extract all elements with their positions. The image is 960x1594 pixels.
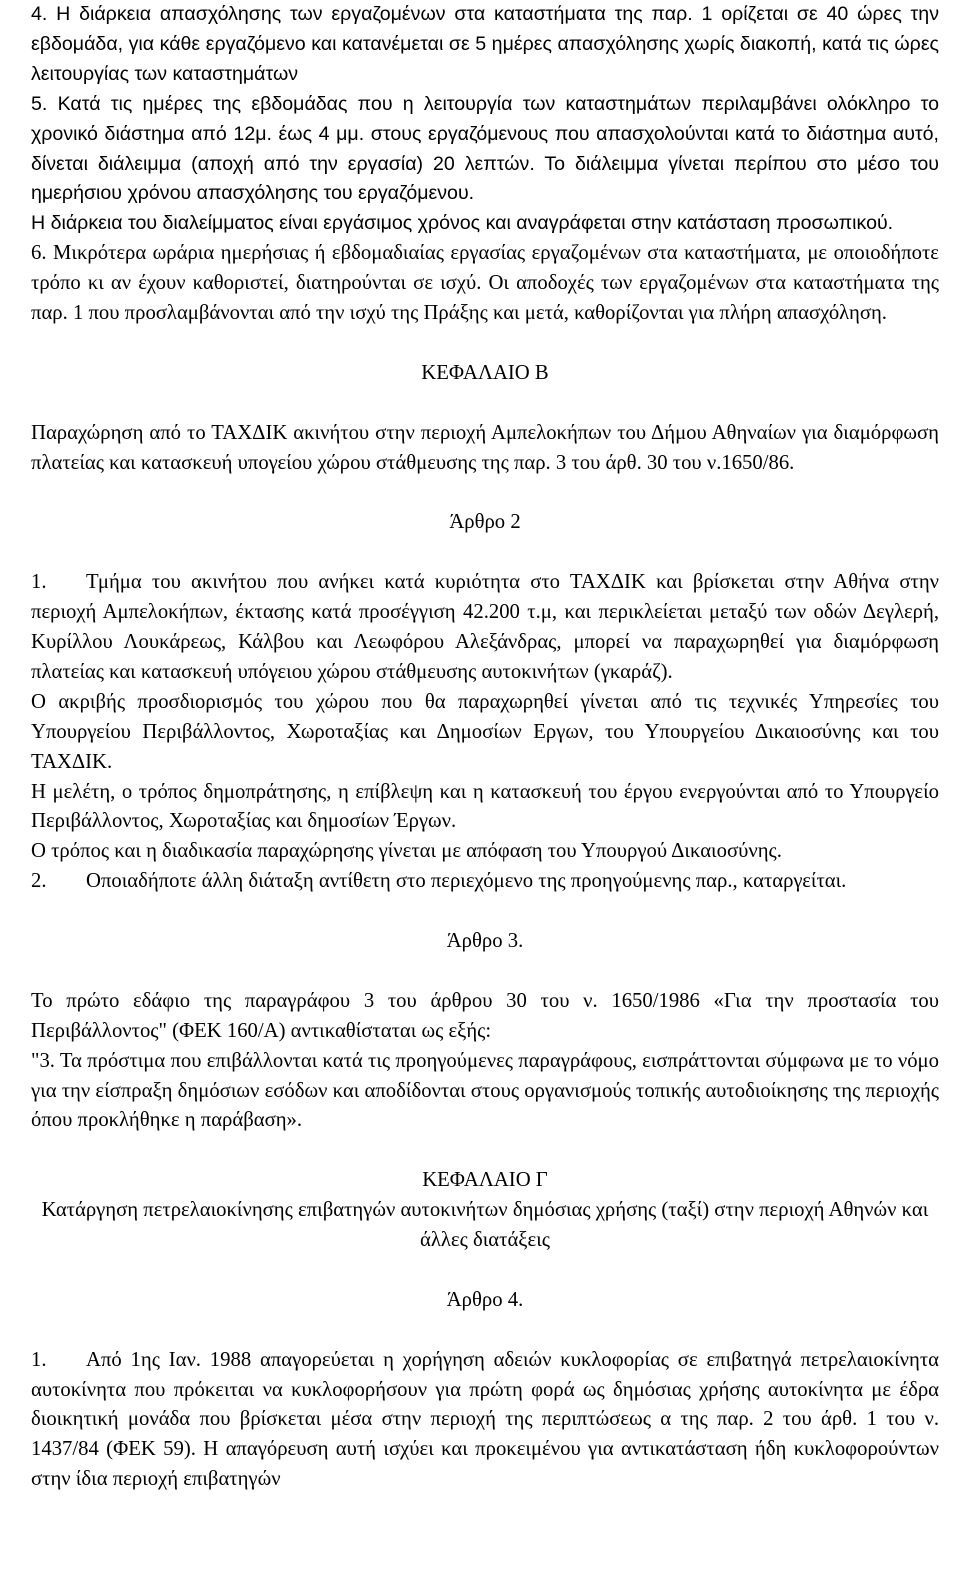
article-2-paragraph-1-text: Τμήμα του ακινήτου που ανήκει κατά κυριότητα στο ΤΑΧΔΙΚ και βρίσκεται στην Αθήνα στην περιοχή Αμπελοκήπων, έκτασης κατά προσέγγιση 42.200 τ.μ, και περικλείεται μεταξύ των οδών Δεγλερή, Κυρίλλου Λουκάρεως, Κάλβου και Λεωφόρου Αλεξάνδρας, μπορεί να παραχωρηθεί για διαμόρφωση πλατείας και κατασκευή υπόγειου χώρου στάθμευσης αυτοκινήτων (γκαράζ). [31,571,939,683]
article-4-paragraph-1-text: Από 1ης Ιαν. 1988 απαγορεύεται η χορήγηση αδειών κυκλοφορίας σε επιβατηγά πετρελαιοκίνητα αυτοκίνητα που πρόκειται να κυκλοφορήσουν για πρώτη φορά ως δημόσιας χρήσης αυτοκίνητα με έδρα διοικητική μονάδα που βρίσκεται μέσα στην περιοχή της περιπτώσεως α της παρ. 2 του άρθ. 1 του ν. 1437/84 (ΦΕΚ 59). Η απαγόρευση αυτή ισχύει και προκειμένου για αντικατάσταση ήδη κυκλοφορούντων στην ίδια περιοχή επιβατηγών [31,1348,939,1491]
paragraph-4: 4. Η διάρκεια απασχόλησης των εργαζομένων στα καταστήματα της παρ. 1 ορίζεται σε 40 ώρες την εβδομάδα, για κάθε εργαζόμενο και κατανέμεται σε 5 ημέρες απασχόλησης χωρίς διακοπή, κατά τις ώρες λειτουργίας των καταστημάτων [31,3,939,85]
article-4-heading: Άρθρο 4. [446,1288,524,1311]
article-3-paragraph-1: Το πρώτο εδάφιο της παραγράφου 3 του άρθρου 30 του ν. 1650/1986 «Για την προστασία του Περιβάλλοντος" (ΦΕΚ 160/Α) αντικαθίσταται ως εξής: [31,989,939,1042]
article-3-paragraph-2: "3. Τα πρόστιμα που επιβάλλονται κατά τις προηγούμενες παραγράφους, εισπράττονται σύμφωνα με το νόμο για την είσπραξη δημόσιων εσόδων και αποδίδονται στους οργανισμούς τοπικής αυτοδιοίκησης της περιοχής όπου προκλήθηκε η παράβαση». [31,1049,939,1132]
spacer [31,389,939,419]
article-2-paragraph-5-text: Οποιαδήποτε άλλη διάταξη αντίθετη στο περιεχόμενο της προηγούμενης παρ., καταργείται. [86,870,847,893]
article-2-paragraph-4: Ο τρόπος και η διαδικασία παραχώρησης γίνεται με απόφαση του Υπουργού Δικαιοσύνης. [31,840,782,863]
chapter-c-heading: ΚΕΦΑΛΑΙΟ Γ [422,1169,548,1192]
paragraph-number: 1. [31,571,47,594]
paragraph-number: 2. [31,870,47,893]
chapter-b-heading: ΚΕΦΑΛΑΙΟ Β [421,361,549,384]
spacer [31,329,939,359]
paragraph-break-duration: Η διάρκεια του διαλείμματος είναι εργάσιμος χρόνος και αναγράφεται στην κατάσταση προσωπικού. [31,212,894,235]
spacer [31,1256,939,1286]
chapter-b-title: Παραχώρηση από το ΤΑΧΔΙΚ ακινήτου στην περιοχή Αμπελοκήπων του Δήμου Αθηναίων για διαμόρφωση πλατείας και κατασκευή υπογείου χώρου στάθμευσης της παρ. 3 του άρθ. 30 του ν.1650/86. [31,421,939,474]
document-page [31,0,939,1495]
article-2-paragraph-2: Ο ακριβής προσδιορισμός του χώρου που θα παραχωρηθεί γίνεται από τις τεχνικές Υπηρεσίες του Υπουργείου Περιβάλλοντος, Χωροταξίας και Δημοσίων Εργων, του Υπουργείου Δικαιοσύνης και του ΤΑΧΔΙΚ. [31,690,939,773]
article-4-paragraph-1 [31,1346,939,1496]
article-2-paragraph-3: Η μελέτη, ο τρόπος δημοπράτησης, η επίβλεψη και η κατασκευή του έργου ενεργούνται από το Υπουργείο Περιβάλλοντος, Χωροταξίας και δημοσίων Έργων. [31,780,939,833]
spacer [31,897,939,927]
article-2-paragraph-1 [31,568,939,688]
article-3-heading: Άρθρο 3. [446,930,524,953]
paragraph-6: 6. Μικρότερα ωράρια ημερήσιας ή εβδομαδιαίας εργασίας εργαζομένων στα καταστήματα, με οποιοδήποτε τρόπο κι αν έχουν καθοριστεί, διατηρούνται σε ισχύ. Οι αποδοχές των εργαζομένων στα καταστήματα της παρ. 1 που προσλαμβάνονται από την ισχύ της Πράξης και μετά, καθορίζονται για πλήρη απασχόληση. [31,242,939,325]
spacer [31,538,939,568]
paragraph-5: 5. Κατά τις ημέρες της εβδομάδας που η λειτουργία των καταστημάτων περιλαμβάνει ολόκληρο το χρονικό διάστημα από 12μ. έως 4 μμ. στους εργαζόμενους που απασχολούνται κατά το διάστημα αυτό, δίνεται διάλειμμα (αποχή από την εργασία) 20 λεπτών. Το διάλειμμα γίνεται περίπου στο μέσο του ημερήσιου χρόνου απασχόλησης του εργαζόμενου. [31,92,939,205]
spacer [31,957,939,987]
article-2-heading: Άρθρο 2 [449,511,521,534]
spacer [31,1316,939,1346]
paragraph-number: 1. [31,1348,47,1371]
spacer [31,478,939,508]
chapter-c-title: Κατάργηση πετρελαιοκίνησης επιβατηγών αυτοκινήτων δημόσιας χρήσης (ταξί) στην περιοχή Αθηνών και άλλες διατάξεις [41,1199,929,1252]
spacer [31,1136,939,1166]
article-2-paragraph-5 [31,867,939,897]
